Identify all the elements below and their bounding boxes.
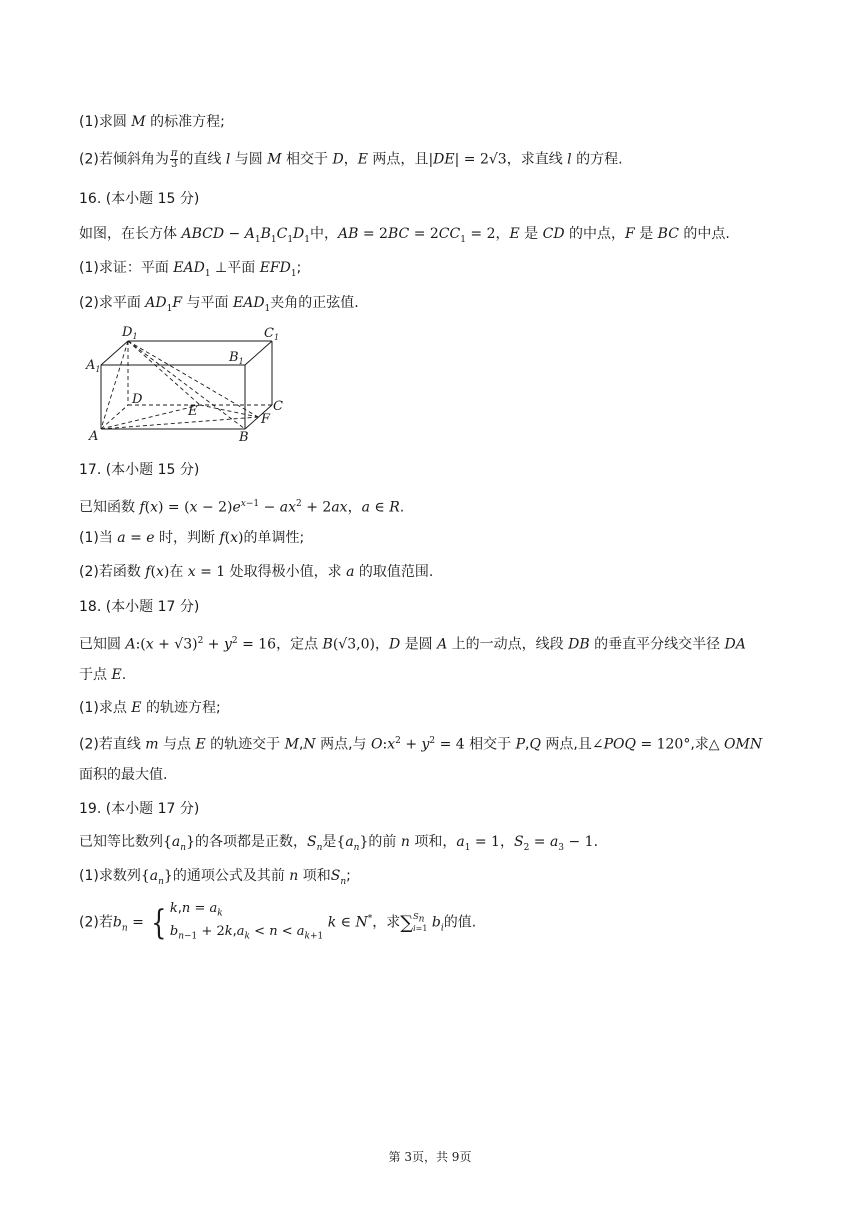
q16-stem: 如图，在长方体 ABCD − $A_1B_1C_1D_1$中，AB = $2BC = 2CC_1 = 2$，E 是 CD 的中点，F 是 BC 的中点.: [79, 226, 730, 245]
label-c1: $C_1$: [264, 326, 280, 342]
label-a1: $A_1$: [86, 358, 101, 374]
q16-part2: (2)求平面 $AD_1F$ 与平面 $EAD_1$夹角的正弦值.: [79, 295, 359, 314]
q15-part2: (2)若倾斜角为 $\frac{\pi}{3}$ 的直线 l 与圆 M 相交于 D，E 两点，且|DE| = 2√3，求直线 l 的方程.: [79, 148, 623, 170]
label-d: D: [132, 392, 143, 407]
cuboid-figure: [84, 323, 294, 445]
label-d1: $D_1$: [122, 325, 138, 341]
q17-stem: 已知函数 $f(x) = (x - 2)e^{x-1} - ax^2 + 2ax$，a ∈ R.: [79, 499, 405, 516]
q17-part1: (1)当 a = e 时，判断 f(x)的单调性;: [79, 530, 305, 546]
label-a: A: [89, 429, 99, 444]
q18-stem-line1: 已知圆 A:(x + $√3)^2 + y^2 = 16$，定点 B(√3,0)，D 是圆 A 上的一动点，线段 DB 的垂直平分线交半径 DA: [79, 636, 746, 653]
label-e: E: [188, 404, 198, 419]
label-b: B: [239, 430, 249, 445]
q15-part1: (1)求圆 M 的标准方程;: [79, 114, 225, 130]
q19-header: 19. (本小题 17 分): [79, 801, 200, 817]
label-f: F: [261, 412, 271, 427]
q18-header: 18. (本小题 17 分): [79, 599, 200, 615]
q19-part2: (2)若$b_n$ = { $k,n = a_k$ $b_{n-1} + 2k,a_k < n < a_{k+1}$ k ∈ N*，求$\sum S_n$ i=1 $b_i$的值.: [79, 901, 477, 943]
label-b1: $B_1$: [229, 350, 244, 366]
q18-part2-line1: (2)若直线 m 与点 E 的轨迹交于 M,N 两点,与 $O:x^2 + y^2 = 4$ 相交于 P,Q 两点,且∠POQ = 120°,求△ OMN: [79, 736, 763, 753]
q16-part1: (1)求证：平面 $EAD_1$ ⊥平面 $EFD_1$;: [79, 260, 302, 279]
q18-part1: (1)求点 E 的轨迹方程;: [79, 700, 221, 716]
q17-header: 17. (本小题 15 分): [79, 462, 200, 478]
label-c: C: [273, 399, 283, 414]
q17-part2: (2)若函数 f(x)在 x = 1 处取得极小值，求 a 的取值范围.: [79, 564, 434, 580]
q19-part1: (1)求数列$\{a_n\}$的通项公式及其前 n 项和$S_n$;: [79, 868, 351, 887]
q19-stem: 已知等比数列$\{a_n\}$的各项都是正数，$S_n$是$\{a_n\}$的前 n 项和，$a_1 = 1$，$S_2 = a_3 - 1$.: [79, 834, 599, 853]
page-footer: 第 3页，共 9页: [388, 1150, 472, 1164]
q18-stem-line2: 于点 E.: [79, 667, 127, 683]
q16-header: 16. (本小题 15 分): [79, 191, 200, 207]
q18-part2-line2: 面积的最大值.: [79, 767, 168, 783]
